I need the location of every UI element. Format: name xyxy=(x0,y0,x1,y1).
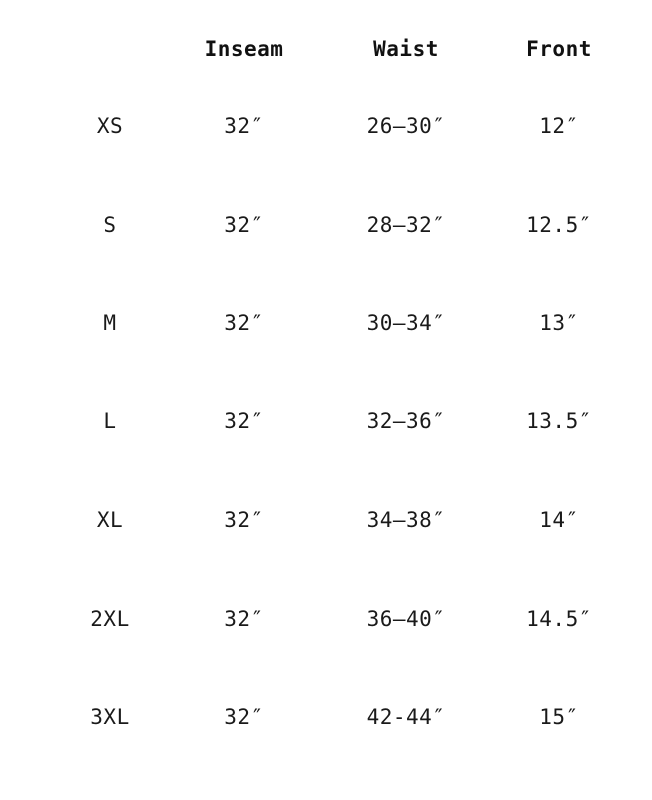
size-cell: L xyxy=(103,409,117,433)
waist-cell: 32–36″ xyxy=(366,409,446,433)
size-cell: XL xyxy=(96,508,124,532)
table-row xyxy=(0,401,652,441)
size-cell: XS xyxy=(96,114,124,138)
size-cell: 2XL xyxy=(90,607,130,631)
table-row xyxy=(0,106,652,146)
front-cell: 12″ xyxy=(539,114,579,138)
table-row xyxy=(0,205,652,245)
header-front: Front xyxy=(526,37,592,61)
table-row xyxy=(0,599,652,639)
inseam-cell: 32″ xyxy=(224,213,264,237)
table-row xyxy=(0,697,652,737)
inseam-cell: 32″ xyxy=(224,114,264,138)
waist-cell: 34–38″ xyxy=(366,508,446,532)
inseam-cell: 32″ xyxy=(224,311,264,335)
front-cell: 13.5″ xyxy=(526,409,592,433)
waist-cell: 36–40″ xyxy=(366,607,446,631)
front-cell: 15″ xyxy=(539,705,579,729)
table-row xyxy=(0,303,652,343)
waist-cell: 28–32″ xyxy=(366,213,446,237)
inseam-cell: 32″ xyxy=(224,705,264,729)
inseam-cell: 32″ xyxy=(224,607,264,631)
front-cell: 13″ xyxy=(539,311,579,335)
size-cell: S xyxy=(103,213,117,237)
front-cell: 12.5″ xyxy=(526,213,592,237)
waist-cell: 42-44″ xyxy=(366,705,446,729)
front-cell: 14.5″ xyxy=(526,607,592,631)
waist-cell: 30–34″ xyxy=(366,311,446,335)
header-waist: Waist xyxy=(373,37,439,61)
header-inseam: Inseam xyxy=(204,37,284,61)
size-cell: 3XL xyxy=(90,705,130,729)
front-cell: 14″ xyxy=(539,508,579,532)
table-row xyxy=(0,500,652,540)
size-cell: M xyxy=(103,311,117,335)
table-header-row xyxy=(0,29,652,69)
inseam-cell: 32″ xyxy=(224,409,264,433)
inseam-cell: 32″ xyxy=(224,508,264,532)
waist-cell: 26–30″ xyxy=(366,114,446,138)
